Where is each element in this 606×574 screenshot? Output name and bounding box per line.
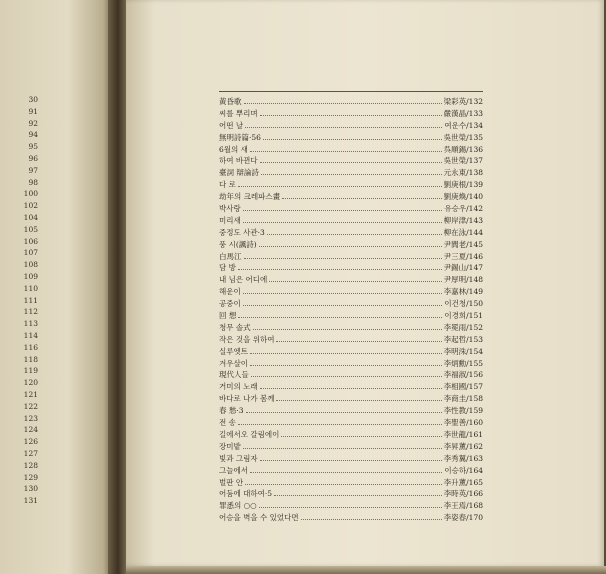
toc-entry	[219, 179, 483, 191]
toc-leader-dots	[238, 424, 442, 425]
toc-leader-dots	[250, 472, 442, 473]
toc-entry-title: 미리새	[219, 215, 241, 225]
left-page-number: 30	[28, 95, 38, 104]
toc-entry-title: 無明詩篇·56	[219, 132, 261, 142]
toc-entry-author-page: 尹閭老/145	[443, 239, 483, 249]
toc-entry-author-page: 吳世榮/135	[443, 132, 483, 142]
toc-entry-title: 해운이	[219, 287, 241, 297]
toc-entry	[219, 120, 483, 132]
left-page-number: 105	[23, 224, 38, 234]
toc-entry-title: 回 想	[219, 311, 237, 321]
toc-entry	[219, 262, 483, 274]
left-page-number: 102	[23, 201, 38, 211]
toc-leader-dots	[260, 162, 442, 163]
toc-leader-dots	[250, 151, 442, 152]
toc-entry	[219, 369, 483, 381]
left-page-number: 118	[23, 354, 38, 364]
toc-entry-author-page: 嚴漢晶/133	[443, 108, 483, 118]
toc-entry-author-page: 劉庚根/139	[443, 180, 483, 190]
left-page-number: 116	[23, 342, 38, 352]
toc-entry	[219, 227, 483, 239]
toc-entry-title: 6월의 새	[219, 144, 248, 154]
left-page-number: 112	[23, 307, 38, 317]
toc-entry-author-page: 여운수/134	[444, 120, 483, 130]
toc-entry-author-page: 李世龍/161	[443, 429, 483, 439]
toc-entry-author-page: 李炳勳/155	[443, 358, 483, 368]
left-page-number: 119	[23, 366, 38, 376]
toc-entry-author-page: 尹厚明/148	[443, 275, 483, 285]
left-page-number: 96	[28, 153, 38, 163]
toc-entry-title: 어둠에 대하여·5	[219, 489, 273, 499]
left-page-number: 92	[28, 118, 38, 128]
toc-entry-title: 씨를 뿌리며	[219, 108, 258, 118]
toc-leader-dots	[250, 353, 442, 354]
left-page-number: 123	[23, 413, 38, 423]
toc-entry	[219, 132, 483, 144]
toc-entry	[219, 286, 483, 298]
toc-entry-author-page: 李性教/159	[443, 406, 483, 416]
toc-entry-title: 다 로	[219, 180, 236, 190]
toc-leader-dots	[274, 495, 442, 496]
toc-leader-dots	[259, 507, 442, 508]
left-page-number: 122	[23, 401, 38, 411]
toc-entry-title: 거미의 노래	[219, 382, 258, 392]
toc-entry	[219, 358, 483, 370]
toc-entry-title: 벌판 안	[219, 477, 244, 487]
toc-entry-title: 白馬江	[219, 251, 242, 261]
toc-entry	[219, 429, 483, 441]
toc-entry-title: 바다로 나가 봄께	[219, 394, 275, 404]
toc-leader-dots	[282, 198, 442, 199]
toc-leader-dots	[260, 115, 442, 116]
toc-leader-dots	[251, 376, 442, 377]
toc-entry-title: 박사랑	[219, 204, 241, 214]
toc-entry	[219, 203, 483, 215]
left-page-number: 104	[23, 212, 38, 222]
toc-leader-dots	[238, 269, 442, 270]
toc-entry-title: 어승을 벽을 수 있었다면	[219, 513, 299, 523]
table-of-contents	[219, 96, 483, 524]
left-page-number: 95	[28, 142, 38, 152]
toc-entry-title: 작은 것을 위하여	[219, 334, 275, 344]
toc-entry-title: 실루엣트	[219, 346, 248, 356]
toc-entry-title: 罪悉의 ○○	[219, 501, 257, 511]
toc-entry-author-page: 梁彩英/132	[443, 97, 483, 106]
left-page-number: 108	[23, 260, 38, 270]
toc-entry-author-page: 李明洙/154	[443, 346, 483, 356]
toc-entry	[219, 346, 483, 358]
toc-entry-author-page: 李王焉/168	[443, 501, 483, 511]
toc-entry-author-page: 李嘉林/149	[443, 287, 483, 297]
toc-entry	[219, 500, 483, 512]
toc-entry-author-page: 李起哲/153	[443, 334, 483, 344]
toc-entry-title: 길에서오 갈림에이	[219, 429, 280, 439]
toc-leader-dots	[260, 388, 442, 389]
toc-entry-title: 공중이	[219, 299, 241, 309]
toc-entry	[219, 96, 483, 108]
toc-entry	[219, 144, 483, 156]
toc-entry	[219, 393, 483, 405]
toc-leader-dots	[244, 258, 442, 259]
toc-leader-dots	[238, 186, 442, 187]
toc-entry-title: 春 愁·3	[219, 406, 244, 416]
left-page-number: 111	[23, 295, 38, 305]
toc-entry	[219, 167, 483, 179]
toc-leader-dots	[259, 246, 442, 247]
toc-entry-author-page: 李姿春/170	[443, 513, 483, 523]
toc-entry-title: 전 송	[219, 418, 236, 428]
left-page-number: 120	[23, 378, 38, 388]
toc-entry-author-page: 呉順錫/136	[443, 144, 483, 154]
toc-leader-dots	[238, 317, 442, 318]
toc-leader-dots	[276, 400, 441, 401]
toc-leader-dots	[276, 341, 441, 342]
toc-leader-dots	[245, 127, 442, 128]
toc-entry-author-page: 李冕雨/152	[443, 322, 483, 332]
toc-leader-dots	[244, 103, 442, 104]
toc-leader-dots	[245, 484, 442, 485]
left-page-number: 91	[28, 106, 38, 116]
toc-entry	[219, 488, 483, 500]
toc-leader-dots	[263, 139, 442, 140]
left-page-number: 129	[23, 472, 38, 482]
toc-entry-author-page: 李相國/157	[443, 382, 483, 392]
left-page-number: 121	[23, 389, 38, 399]
left-page-number-column	[0, 94, 40, 507]
toc-leader-dots	[243, 448, 442, 449]
toc-entry	[219, 477, 483, 489]
toc-entry	[219, 441, 483, 453]
toc-leader-dots	[250, 365, 442, 366]
toc-leader-dots	[243, 305, 443, 306]
toc-entry	[219, 239, 483, 251]
toc-leader-dots	[243, 210, 443, 211]
toc-entry-title: 그늘에서	[219, 465, 248, 475]
left-page-number: 127	[23, 448, 38, 458]
toc-leader-dots	[243, 222, 442, 223]
toc-entry-title: 빛과 그림자	[219, 453, 258, 463]
toc-entry	[219, 310, 483, 322]
left-page-number: 110	[23, 283, 38, 293]
toc-entry	[219, 405, 483, 417]
left-page-number: 98	[28, 177, 38, 187]
toc-entry-author-page: 元永東/138	[443, 168, 483, 178]
toc-entry-title: 담 방	[219, 263, 236, 273]
toc-entry-author-page: 이승하/164	[444, 465, 483, 475]
toc-leader-dots	[269, 281, 441, 282]
left-page-number: 128	[23, 460, 38, 470]
toc-entry	[219, 298, 483, 310]
toc-entry-author-page: 유승우/142	[444, 204, 483, 214]
left-page-number: 94	[28, 130, 38, 140]
toc-entry-author-page: 李升薰/165	[443, 477, 483, 487]
toc-entry	[219, 155, 483, 167]
left-page-number: 113	[23, 319, 38, 329]
toc-leader-dots	[301, 519, 442, 520]
toc-entry	[219, 215, 483, 227]
toc-entry-author-page: 李秀翼/163	[443, 453, 483, 463]
left-page-number: 126	[23, 437, 38, 447]
toc-leader-dots	[261, 174, 442, 175]
left-page-number: 131	[23, 496, 38, 506]
toc-leader-dots	[267, 234, 442, 235]
left-page	[0, 0, 112, 574]
toc-entry-author-page: 尹錫山/147	[443, 263, 483, 273]
toc-entry	[219, 322, 483, 334]
toc-entry-author-page: 이건청/150	[444, 299, 483, 309]
left-page-number: 107	[23, 248, 38, 258]
toc-leader-dots	[246, 412, 442, 413]
toc-entry-title: 現代人들	[219, 370, 249, 380]
toc-entry-title: 劫年의 크레파스畫	[219, 192, 281, 202]
left-page-number: 124	[23, 425, 38, 435]
toc-entry-author-page: 李聖善/160	[443, 418, 483, 428]
toc-entry-title: 하여 바뀐다	[219, 156, 258, 166]
toc-entry	[219, 108, 483, 120]
toc-entry-author-page: 劉庚煥/140	[443, 192, 483, 202]
toc-entry-author-page: 李商圭/158	[443, 394, 483, 404]
left-page-number: 97	[28, 165, 38, 175]
toc-entry-author-page: 柳岸津/143	[443, 215, 483, 225]
toc-leader-dots	[281, 436, 441, 437]
toc-entry	[219, 251, 483, 263]
toc-entry	[219, 191, 483, 203]
toc-entry	[219, 453, 483, 465]
toc-leader-dots	[253, 329, 442, 330]
toc-entry-author-page: 李昇薰/162	[443, 441, 483, 451]
toc-leader-dots	[243, 293, 442, 294]
left-page-number: 100	[23, 189, 38, 199]
toc-entry-title: 겨우살이	[219, 358, 248, 368]
toc-entry	[219, 274, 483, 286]
left-page-number: 114	[23, 330, 38, 340]
left-page-number: 130	[23, 484, 38, 494]
toc-entry	[219, 334, 483, 346]
page-edge	[126, 566, 606, 574]
toc-entry-author-page: 吳世榮/137	[443, 156, 483, 166]
toc-leader-dots	[260, 460, 442, 461]
toc-entry-author-page: 尹三夏/146	[443, 251, 483, 261]
toc-entry-title: 어떤 날	[219, 120, 244, 130]
toc-entry-title: 풍 시(諷詩)	[219, 239, 257, 249]
toc-entry-title: 黃昏歌	[219, 97, 242, 106]
toc-top-rule	[219, 91, 483, 92]
left-page-number: 109	[23, 271, 38, 281]
toc-entry-author-page: 李時英/166	[443, 489, 483, 499]
toc-entry-author-page: 李福淑/156	[443, 370, 483, 380]
toc-entry-author-page: 이경희/151	[444, 311, 483, 321]
toc-entry	[219, 417, 483, 429]
toc-entry-title: 청무 솔式	[219, 322, 251, 332]
toc-entry-title: 장미밭	[219, 441, 241, 451]
toc-entry-title: 내 님은 어디에	[219, 275, 268, 285]
toc-entry-author-page: 柳在泳/144	[443, 227, 483, 237]
toc-entry-title: 臺詞 辯論詩	[219, 168, 259, 178]
toc-entry	[219, 381, 483, 393]
toc-entry-title: 중정도 사관·3	[219, 227, 265, 237]
toc-entry	[219, 512, 483, 524]
toc-entry	[219, 465, 483, 477]
left-page-number: 106	[23, 236, 38, 246]
